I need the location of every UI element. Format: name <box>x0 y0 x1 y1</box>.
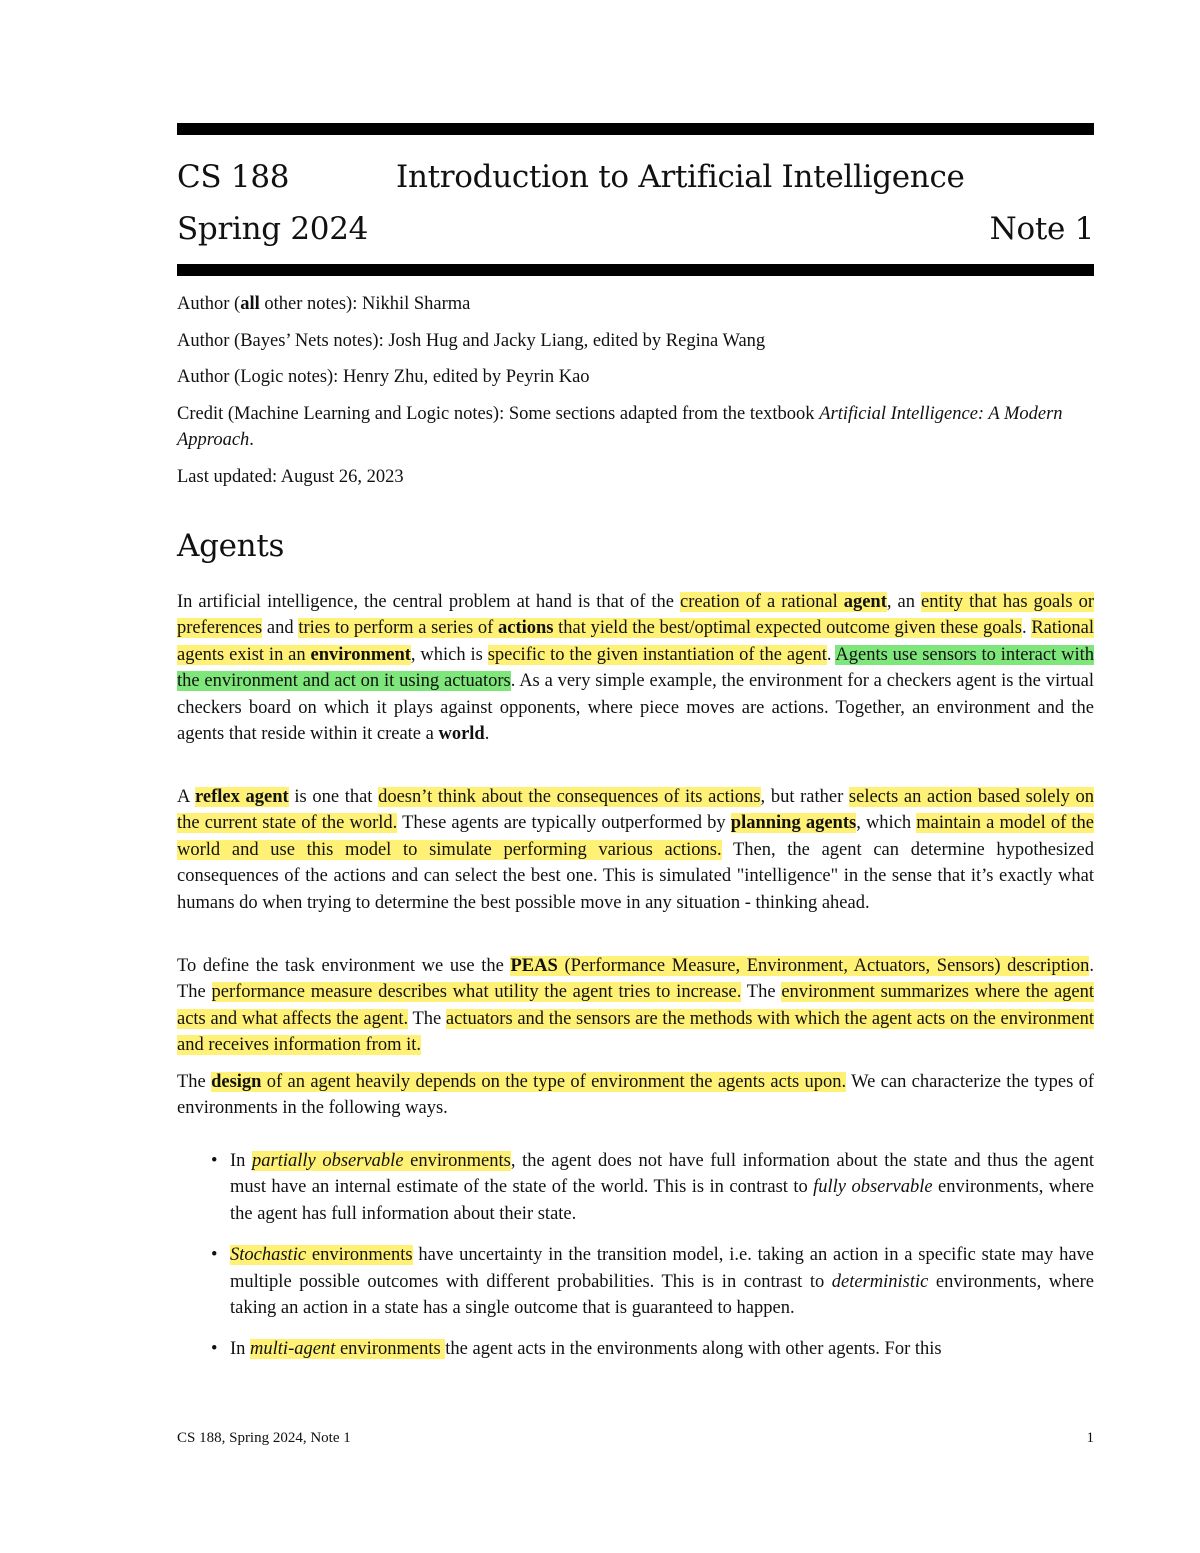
highlight: actuators and the sensors are the methods with which the agent acts on the environment and receives information from it. <box>177 1008 1094 1056</box>
highlight: environment summarizes where the agent acts and what affects the agent. <box>177 982 1095 1029</box>
highlight: creation of a rational agent <box>680 592 887 612</box>
list-item: • In partially observable environments, the agent does not have full information about the state and thus the agent must have an internal estimate of the state of the world. This is in contrast to fully observable environments, where the agent has full information about their state. <box>177 1148 1094 1227</box>
highlight: maintain a model of the world and use this model to simulate performing various actions. <box>177 813 1094 860</box>
term: Spring 2024 <box>177 211 369 247</box>
highlight: Rational agents exist in an environment <box>177 618 1094 665</box>
highlight: performance measure describes what utility the agent tries to increase. <box>211 982 742 1003</box>
last-updated: Last updated: August 26, 2023 <box>177 467 404 487</box>
highlight: multi-agent environments <box>250 1339 446 1360</box>
highlight: planning agents <box>730 813 857 834</box>
environment-types-list <box>177 1148 1094 1363</box>
header-bottom-rule <box>177 264 1094 276</box>
highlight: entity that has goals or preferences <box>177 592 1094 639</box>
course-number: CS 188 <box>177 159 290 195</box>
section-heading-agents: Agents <box>177 528 285 564</box>
highlight: PEAS (Performance Measure, Environment, Actuators, Sensors) description <box>510 956 1090 976</box>
highlight: reflex agent <box>195 787 289 807</box>
credit-line: Credit (Machine Learning and Logic notes): Some sections adapted from the textbook Artificial Intelligence: A Modern Approach. <box>177 404 1063 450</box>
highlight: partially observable environments <box>252 1151 511 1171</box>
author-logic: Author (Logic notes): Henry Zhu, edited by Peyrin Kao <box>177 367 590 387</box>
paragraph-design: The design of an agent heavily depends on the type of environment the agents acts upon. We can characterize the types of environments in the following ways. <box>177 1072 1095 1119</box>
highlight: doesn’t think about the consequences of its actions <box>378 787 761 807</box>
paragraph-peas: To define the task environment we use the PEAS (Performance Measure, Environment, Actuators, Sensors) description. The performance measure describes what utility the agent tries to increase. The environment summarizes where the agent acts and what affects the agent. The actuators and the sensors are the methods with which the agent acts on the environment and receives information from it. <box>177 956 1095 1056</box>
highlight: design of an agent heavily depends on the type of environment the agents acts upon. <box>211 1072 847 1092</box>
course-title: Introduction to Artificial Intelligence <box>396 159 965 195</box>
page-number: 1 <box>1086 1430 1094 1446</box>
author-all: Author (all other notes): Nikhil Sharma <box>177 294 471 314</box>
highlight: Stochastic environments <box>230 1245 413 1266</box>
footer-left: CS 188, Spring 2024, Note 1 <box>177 1430 351 1446</box>
highlight: specific to the given instantiation of the agent <box>487 644 827 665</box>
highlight-green: Agents use sensors to interact with the environment and act on it using actuators <box>177 644 1095 692</box>
author-bayes: Author (Bayes’ Nets notes): Josh Hug and Jacky Liang, edited by Regina Wang <box>177 331 766 351</box>
list-item: • In multi-agent environments the agent acts in the environments along with other agents. For this <box>177 1336 1094 1362</box>
note-number: Note 1 <box>989 211 1094 247</box>
paragraph-reflex-agent: A reflex agent is one that doesn’t think about the consequences of its actions, but rather selects an action based solely on the current state of the world. These agents are typically outperformed by planning agents, which maintain a model of the world and use this model to simulate performing various actions. Then, the agent can determine hypothesized consequences of the actions and can select the best one. This is simulated "intelligence" in the sense that it’s exactly what humans do when trying to determine the best possible move in any situation - thinking ahead. <box>177 787 1094 913</box>
highlight: selects an action based solely on the current state of the world. <box>177 787 1094 834</box>
header-top-rule <box>177 123 1094 135</box>
list-item: • Stochastic environments have uncertainty in the transition model, i.e. taking an action in a specific state may have multiple possible outcomes with different probabilities. This is in contrast to deterministic environments, where taking an action in a state has a single outcome that is guaranteed to happen. <box>177 1242 1094 1321</box>
highlight: tries to perform a series of actions that yield the best/optimal expected outcome given these goals <box>298 618 1022 639</box>
paragraph-rational-agent: In artificial intelligence, the central problem at hand is that of the creation of a rational agent, an entity that has goals or preferences and tries to perform a series of actions that yield the best/optimal expected outcome given these goals. Rational agents exist in an environment, which is specific to the given instantiation of the agent. Agents use sensors to interact with the environment and act on it using actuators. As a very simple example, the environment for a checkers agent is the virtual checkers board on which it plays against opponents, where piece moves are actions. Together, an environment and the agents that reside within it create a world. <box>177 592 1095 745</box>
